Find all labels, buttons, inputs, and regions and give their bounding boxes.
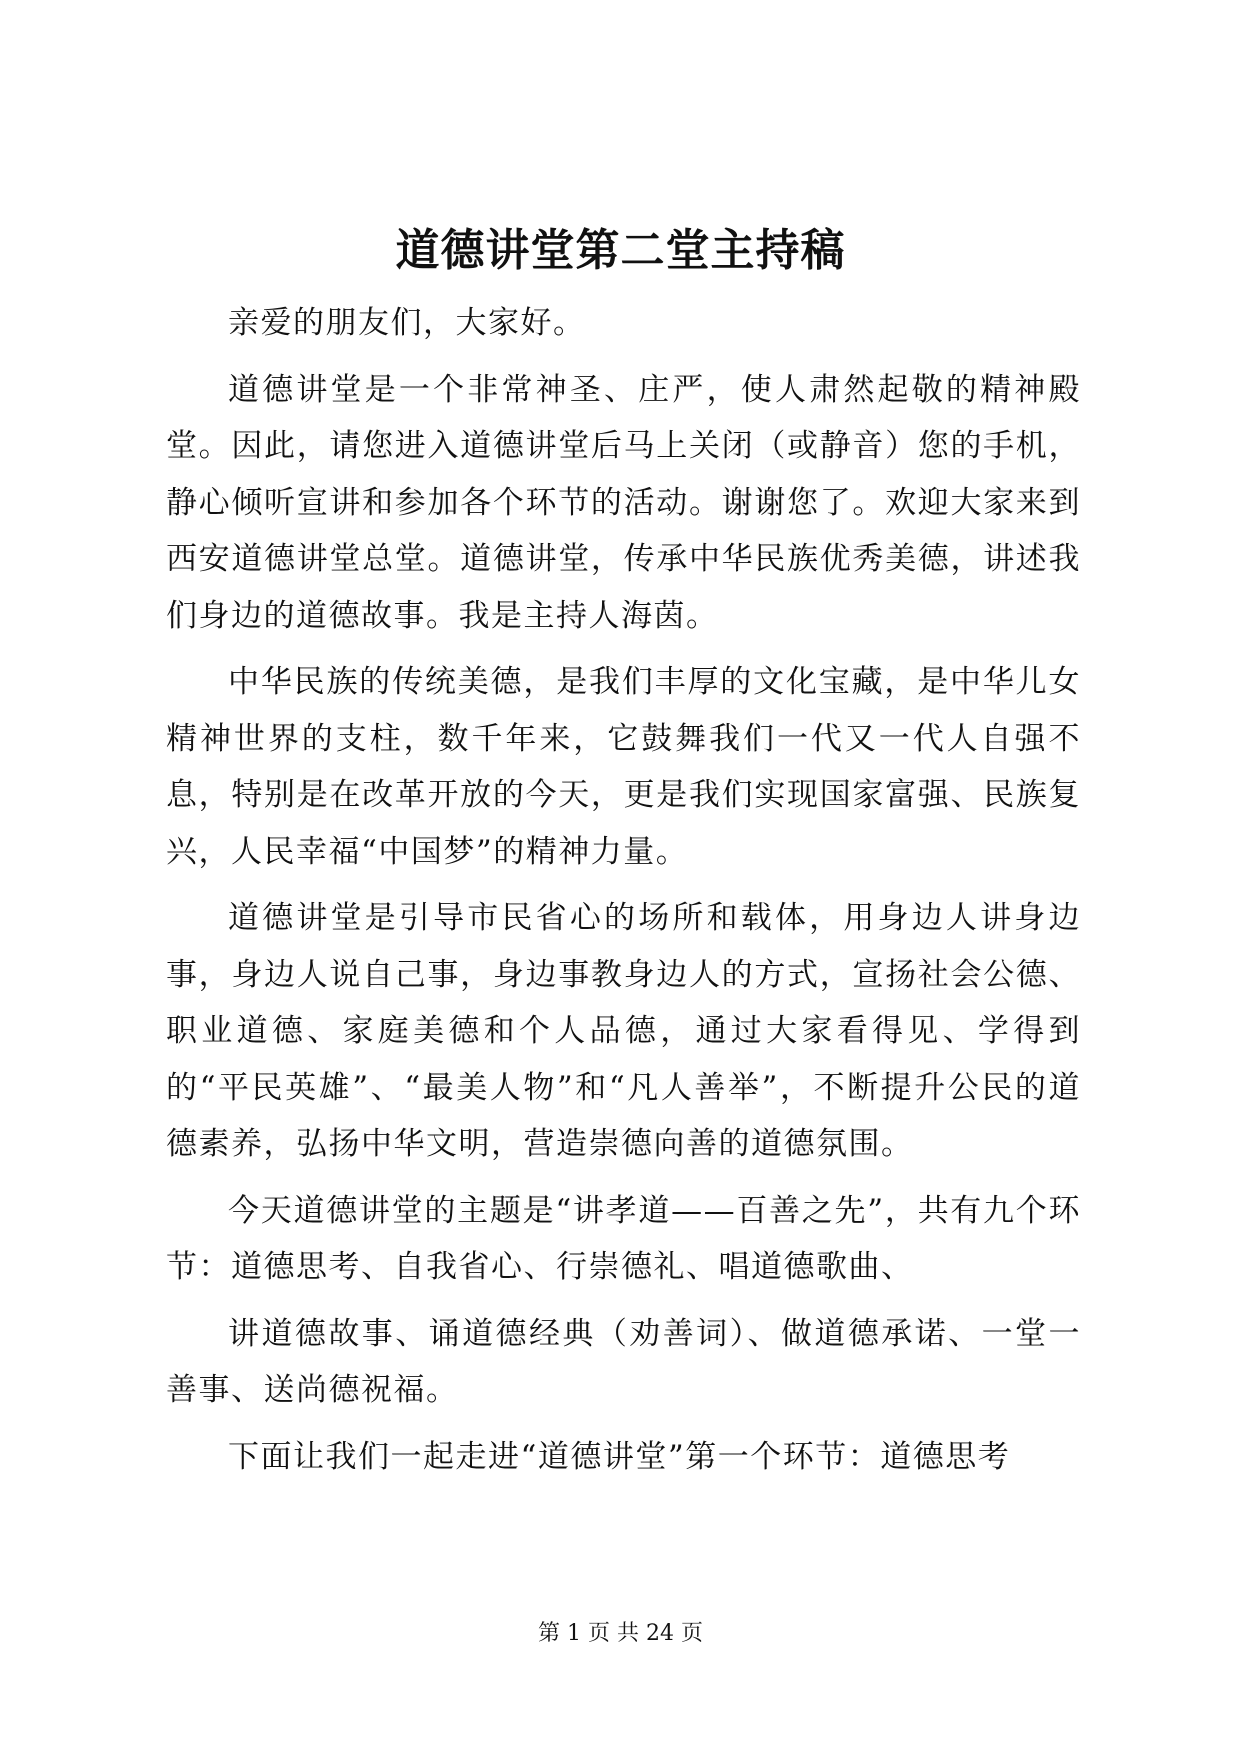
paragraph-purpose: 道德讲堂是引导市民省心的场所和载体，用身边人讲身边事，身边人说自己事，身边事教身边人的方式，宣扬社会公德、职业道德、家庭美德和个人品德，通过大家看得见、学得到的“平民英雄”、“最美人物”和“凡人善举”，不断提升公民的道德素养，弘扬中华文明，营造崇德向善的道德氛围。 [166, 900, 1081, 1162]
document-body [166, 295, 1081, 1495]
page-footer: 第 1 页 共 24 页 [538, 1621, 703, 1646]
document-title: 道德讲堂第二堂主持稿 [395, 225, 846, 276]
paragraph-theme: 今天道德讲堂的主题是“讲孝道——百善之先”，共有九个环节：道德思考、自我省心、行崇德礼、唱道德歌曲、 [166, 1192, 1081, 1285]
paragraph-tradition: 中华民族的传统美德，是我们丰厚的文化宝藏，是中华儿女精神世界的支柱，数千年来，它鼓舞我们一代又一代人自强不息，特别是在改革开放的今天，更是我们实现国家富强、民族复兴，人民幸福“中国梦”的精神力量。 [166, 664, 1081, 870]
paragraph-first-section: 下面让我们一起走进“道德讲堂”第一个环节：道德思考 [228, 1438, 1011, 1475]
paragraph-greeting: 亲爱的朋友们，大家好。 [228, 305, 586, 341]
paragraph-intro: 道德讲堂是一个非常神圣、庄严，使人肃然起敬的精神殿堂。因此，请您进入道德讲堂后马上关闭（或静音）您的手机，静心倾听宣讲和参加各个环节的活动。谢谢您了。欢迎大家来到西安道德讲堂总堂。道德讲堂，传承中华民族优秀美德，讲述我们身边的道德故事。我是主持人海茵。 [166, 371, 1081, 634]
paragraph-sections: 讲道德故事、诵道德经典（劝善词）、做道德承诺、一堂一善事、送尚德祝福。 [166, 1315, 1081, 1408]
